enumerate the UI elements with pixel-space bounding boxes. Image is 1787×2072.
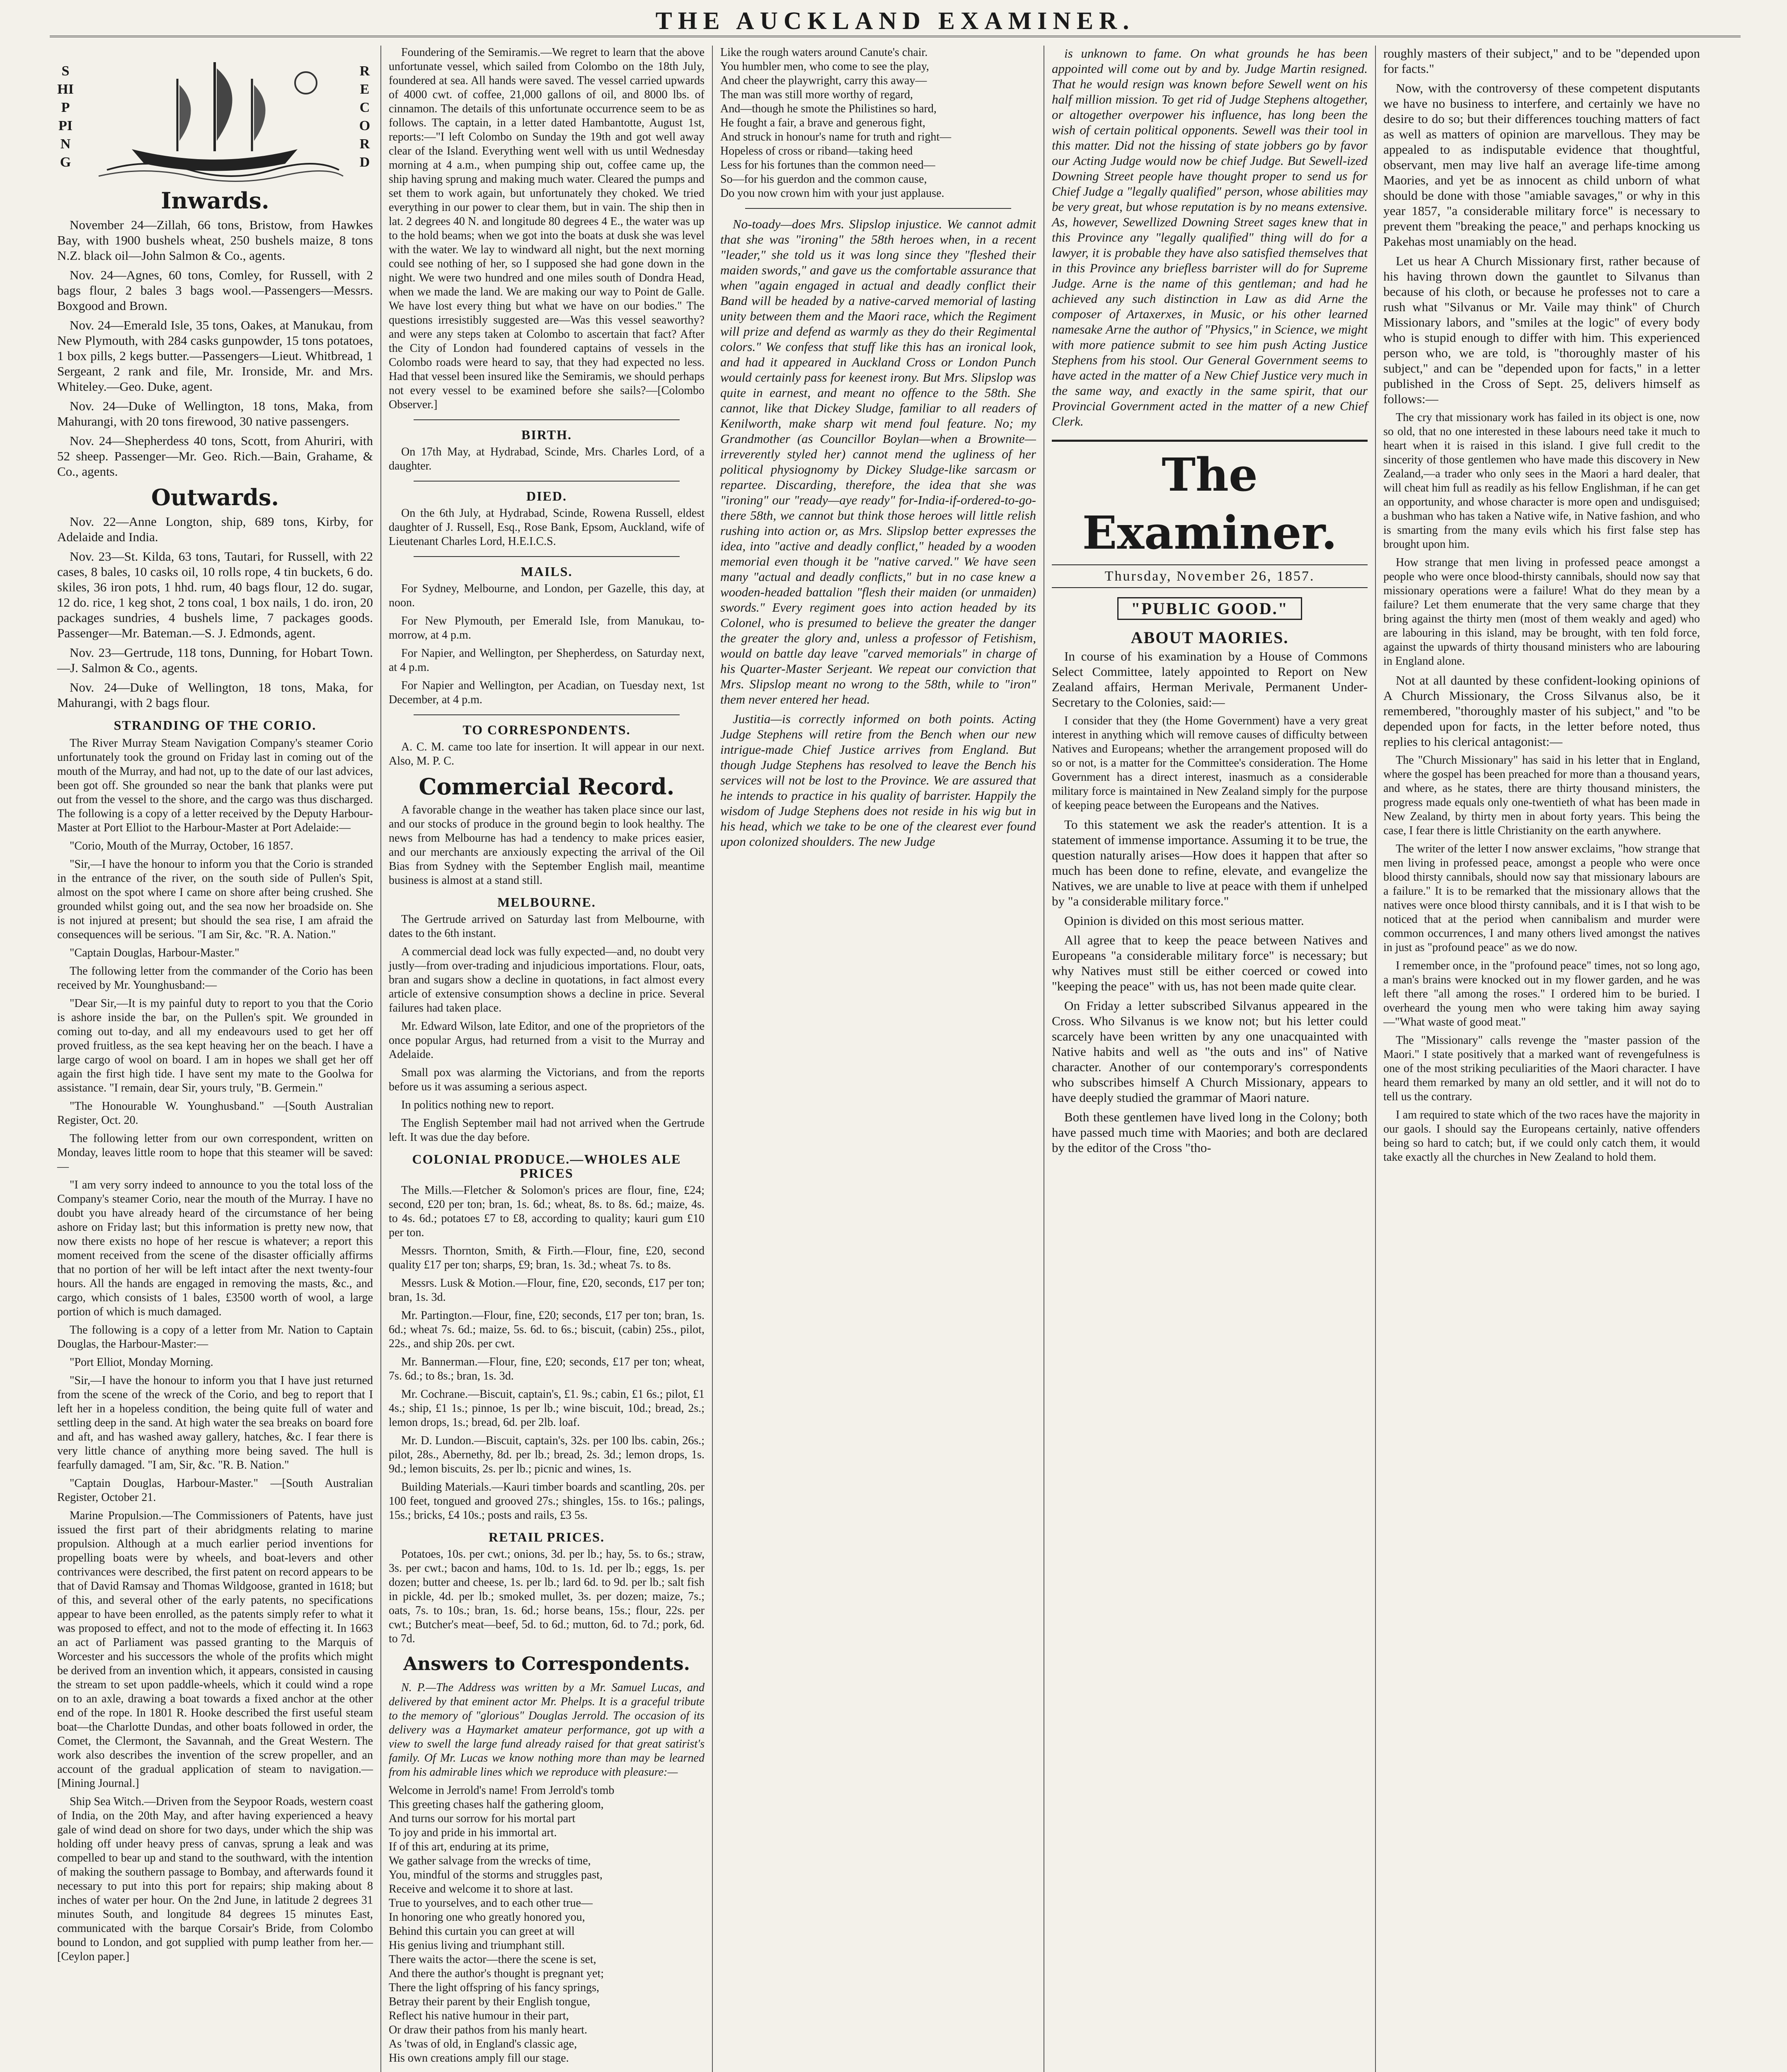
died-heading: DIED. — [526, 489, 567, 503]
outwards-list — [57, 514, 373, 710]
public-good-badge: "PUBLIC GOOD." — [1117, 597, 1302, 620]
newspaper-masthead: THE AUCKLAND EXAMINER. — [50, 7, 1741, 37]
price-item: The Mills.—Fletcher & Solomon's prices are flour, fine, £24; second, £20 per ton; bran, 1s. 6d.; wheat, 8s. to 8s. 6d.; maize, 4s. to 4s. 6d.; potatoes £7 to £8, according to quality; kauri gum £10 per ton. — [389, 1184, 705, 1239]
article-paragraph: The following is a copy of a letter from Mr. Nation to Captain Douglas, the Harbour-Master:— — [57, 1324, 373, 1351]
column-5 — [1376, 46, 1707, 2072]
column-1 — [50, 46, 381, 2072]
correspondents-heading: TO CORRESPONDENTS. — [462, 722, 631, 737]
record-side-label: RECORD — [359, 63, 370, 170]
list-item: Nov. 24—Shepherdess 40 tons, Scott, from Ahuriri, with 52 sheep. Passenger—Mr. Geo. Rich.—Bain, Grahame, & Co., agents. — [57, 433, 373, 479]
price-item: Mr. Bannerman.—Flour, fine, £20; seconds, £17 per ton; wheat, 7s. 6d.; to 8s.; bran, 1s. 3d. — [389, 1356, 705, 1382]
article-paragraph: The following letter from the commander of the Corio has been received by Mr. Younghusband:— — [57, 965, 373, 992]
answers-heading: Answers to Correspondents. — [403, 1653, 690, 1675]
retail-prices-heading: RETAIL PRICES. — [489, 1530, 605, 1544]
inwards-list — [57, 217, 373, 479]
list-item: Nov. 23—St. Kilda, 63 tons, Tautari, for Russell, with 22 cases, 8 bales, 10 casks oil, 10 rolls rope, 4 tin buckets, 6 do. skiles, 36 iron pots, 1 hhd. rum, 40 bags flour, 12 do. sugar, 12 do. rice, 1 keg shot, 2 tons coal, 1 box nails, 1 do. iron, 20 packages sundries, 4 bushels lime, 7 packages goods. Passenger—Mr. Bateman.—S. J. Edmonds, agent. — [57, 549, 373, 640]
correspondents-note: A. C. M. came too late for insertion. It will appear in our next. Also, M. P. C. — [389, 741, 705, 767]
quoted-paragraph: The "Missionary" calls revenge the "master passion of the Maori." I state positively that a marked want of revengefulness is one of the most striking peculiarities of the Maori character. I have heard them remarked by many an old settler, and it will not do to tell us the contrary. — [1383, 1034, 1700, 1103]
price-item: Messrs. Lusk & Motion.—Flour, fine, £20, seconds, £17 per ton; bran, 1s. 3d. — [389, 1277, 705, 1304]
quoted-paragraph: I consider that they (the Home Government) have a very great interest in anything which will remove causes of difficulty between Natives and Europeans; whether the arrangement proposed will do so or not, is a matter for the Committee's consideration. The Home Government has a direct interest, inasmuch as a considerable military force is maintained in New Zealand simply for the purpose of keeping peace between the Europeans and the Natives. — [1052, 714, 1368, 812]
justitia-paragraph: Justitia—is correctly informed on both points. Acting Judge Stephens will retire from the Bench when our new intrigue-made Chief Justice arrives from England. But though Judge Stephens has resolved to leave the Bench his services will not be lost to the Province. We are assured that he intends to practice in his quality of barrister. Happily the wisdom of Judge Stephens does not reside in his wig but in his head, which we take to be one of the clearest ever found upon colonized shoulders. The new Judge — [720, 712, 1036, 849]
examiner-title: The Examiner. — [1052, 440, 1368, 562]
article-paragraph: roughly masters of their subject," and to be "depended upon for facts." — [1383, 46, 1700, 76]
mail-item: For Napier and Wellington, per Acadian, on Tuesday next, 1st December, at 4 p.m. — [389, 679, 705, 706]
list-item: Nov. 24—Duke of Wellington, 18 tons, Maka, from Mahurangi, with 20 tons firewood, 30 native passengers. — [57, 399, 373, 428]
article-paragraph: Not at all daunted by these confident-looking opinions of A Church Missionary, the Cross Silvanus also, be it remembered, "thoroughly master of his subject," and "to be depended upon for facts, in the letter before noted, thus replies to his clerical antagonist:— — [1383, 673, 1700, 749]
article-paragraph: "Dear Sir,—It is my painful duty to report to you that the Corio is ashore inside the bar, on the Pullen's spit. We grounded in coming out to-day, and all my endeavours used to get her off proved fruitless, as the sea kept heaving her on the beach. I have a large cargo of wool on board. I am in hopes we shall get her off again the first high tide. I have sent my mate to the Goolwa for assistance. "I remain, dear Sir, yours truly, "B. Germein." — [57, 997, 373, 1094]
price-item: Mr. D. Lundon.—Biscuit, captain's, 32s. per 100 lbs. cabin, 26s.; pilot, 28s., Abernethy, 8d. per lb.; bread, 2s. 3d.; lemon drops, 1s. 9d.; lemon biscuits, 2s. per lb.; picnic and wines, 1s. — [389, 1434, 705, 1475]
column-4 — [1044, 46, 1376, 2072]
divider — [414, 714, 680, 715]
article-paragraph: The Gertrude arrived on Saturday last from Melbourne, with dates to the 6th instant. — [389, 913, 705, 940]
mails-heading: MAILS. — [521, 564, 573, 579]
birth-heading: BIRTH. — [521, 427, 572, 442]
no-toady-paragraph: No-toady—does Mrs. Slipslop injustice. We cannot admit that she was "ironing" the 58th heroes when, in a recent "leader," she told us it was long since they "fleshed their maiden swords," and gave us the comfortable assurance that when "again engaged in actual and deadly conflict their Band will be headed by a native-carved memorial of lasting unity between them and the Maori race, which the Regiment will prize and defend as warmly as they do their Regimental colors." We confess that stuff like this has an ironical look, and had it appeared in Auckland Cross or London Punch would certainly pass for keenest irony. But Mrs. Slipslop was quite in earnest, and meant no offence to the 58th. She cannot, like that Dickey Sludge, familiar to all readers of Kenilworth, make sharp wit mend foul feature. No; my Grandmother (as Councillor Boylan—when a Brownite—irreverently styled her) cannot mend the ugliness of her political physiognomy by Dickey Sludge-like sarcasm or repartee. Discarding, therefore, the idea that she was "ironing" our "ready—aye ready" for-India-if-ordered-to-go-there 58th, we cannot but think those heroes will little relish rushing into action or, as Mrs. Slipslop better expresses the idea, into "active and deadly conflict," headed by a wooden memorial even though it be "native carved." We have seen many "actual and deadly conflicts," but in no case knew a wooden-headed battalion "flesh their maiden (or unmaiden) swords." Every regiment goes into action headed by its Colonel, who is presumed to believe the greater the danger the greater the glory and, unless a professor of Fetishism, would on battle day leave "carved memorials" in charge of his Quarter-Master Serjeant. We repeat our conviction that Mrs. Slipslop meant no wrong to the 58th, while to "iron" them never entered her head. — [720, 217, 1036, 707]
issue-dateline: Thursday, November 26, 1857. — [1052, 564, 1368, 588]
article-paragraph: "Corio, Mouth of the Murray, October, 16 1857. — [70, 840, 293, 852]
sea-witch-paragraph: Ship Sea Witch.—Driven from the Seypoor Roads, western coast of India, on the 20th May, and after having experienced a heavy gale of wind dead on shore for two days, under which the ship was holding off under heavy press of canvas, sprung a leak and was compelled to bear up and stand to the southward, with the intention of making the southern passage to Bombay, and afterwards found it necessary to put into this port for repairs; ship making about 8 inches of water per hour. On the 2nd June, in latitude 2 degrees 31 minutes South, and longitude 84 degrees 15 minutes East, communicated with the barque Corsair's Bride, from Colombo bound to London, and got supplied with pump leather from her.—[Ceylon paper.] — [57, 1795, 373, 1963]
divider — [414, 481, 680, 482]
quoted-paragraph: I am required to state which of the two races have the majority in our gaols. I should say the Europeans certainly, native offenders being so hard to catch; but, if we could only catch them, it would take exactly all the churches in New Zealand to hold them. — [1383, 1109, 1700, 1164]
price-item: Mr. Partington.—Flour, fine, £20; seconds, £17 per ton; bran, 1s. 6d.; wheat 7s. 6d.; maize, 5s. 6d. to 6s.; biscuit, (cabin) 25s., pilot, 22s., and ship 20s. per cwt. — [389, 1309, 705, 1350]
quoted-paragraph: The writer of the letter I now answer exclaims, "how strange that men living in professed peace, amongst a people who were once blood thirsty cannibals, should now say that missionary labours are a failure." It is to be remarked that the missionary allows that the natives were once blood thirsty cannibals, and it is I that wish to be noticed that at the period when cannibalism and murder were common occurrences, I and many others lived amongst the natives in just as "profound peace" as we do now. — [1383, 842, 1700, 954]
article-paragraph: Let us hear A Church Missionary first, rather because of his having thrown down the gauntlet to Silvanus than because of his cloth, or because he professes not to care a rush what "Silvanus or Mr. Vaile may think" of Church Missionary labors, and "smiles at the logic" of every body who is stupid enough to differ with him. This experienced person who, we are told, is "thoroughly master of his subject," and can be "depended upon for facts," in a letter published in the Cross of Sept. 25, delivers himself as follows:— — [1383, 254, 1700, 406]
article-paragraph: To this statement we ask the reader's attention. It is a statement of immense importance. Assuming it to be true, the question naturally arises—How does it happen that after so much has been done to refine, elevate, and evangelize the Natives, we are unable to live at peace with them if unhelped by "a considerable military force." — [1052, 817, 1368, 908]
divider — [745, 208, 1011, 209]
mail-item: For Sydney, Melbourne, and London, per Gazelle, this day, at noon. — [389, 582, 705, 609]
retail-prices-paragraph: Potatoes, 10s. per cwt.; onions, 3d. per lb.; hay, 5s. to 6s.; straw, 3s. per cwt.; bacon and hams, 10d. to 1s. 1d. per lb.; eggs, 1s. per dozen; butter and cheese, 1s. per lb.; lard 6d. to 9d. per lb.; salt fish in pickle, 4d. per lb.; smoked mullet, 3s. per dozen; maize, 7s.; oats, 7s. to 10s.; bran, 1s. 6d.; horse beans, 15s.; flour, 22s. per cwt.; Butcher's meat—beef, 5d. to 6d.; mutton, 6d. to 7d.; pork, 6d. to 7d. — [389, 1548, 705, 1645]
article-paragraph: The River Murray Steam Navigation Company's steamer Corio unfortunately took the ground on Friday last in coming out of the mouth of the Murray, and had not, up to the date of our last advices, been got off. She grounded so near the bank that planks were put out from the vessel to the shore, and the cargo was thus discharged. The following is a copy of a letter received by the Deputy Harbour-Master at Port Elliot to the Harbour-Master at Port Adelaide:— — [57, 737, 373, 834]
commercial-record-heading: Commercial Record. — [419, 773, 675, 800]
article-paragraph: In politics nothing new to report. — [401, 1099, 554, 1111]
article-paragraph: "Port Elliot, Monday Morning. — [70, 1356, 213, 1369]
divider — [414, 556, 680, 557]
article-paragraph: All agree that to keep the peace between Natives and Europeans "a considerable military force" is necessary; but why Natives must still be either coerced or cowed into "keeping the peace" with us, has not been made quite clear. — [1052, 933, 1368, 993]
death-notice: On the 6th July, at Hydrabad, Scinde, Rowena Russell, eldest daughter of J. Russell, Esq., Rose Bank, Epsom, Auckland, wife of Lieutenant Charles Lord, H.E.I.C.S. — [389, 507, 705, 548]
list-item: Nov. 24—Agnes, 60 tons, Comley, for Russell, with 2 bags flour, 2 bales 3 bags wool.—Passengers—Messrs. Boxgood and Brown. — [57, 268, 373, 313]
price-item: Mr. Cochrane.—Biscuit, captain's, £1. 9s.; cabin, £1 6s.; pilot, £1 4s.; ship, £1 1s.; pinnoe, 1s per lb.; wine biscuit, 10d.; bread, 2s.; lemon drops, 1s.; bread, 6d. per 2lb. loaf. — [389, 1388, 705, 1429]
article-paragraph: Small pox was alarming the Victorians, and from the reports before us it was assuming a serious aspect. — [389, 1066, 705, 1093]
article-paragraph: Both these gentlemen have lived long in the Colony; both have passed much time with Maories; and both are declared by the editor of the Cross "tho- — [1052, 1110, 1368, 1155]
price-item: Messrs. Thornton, Smith, & Firth.—Flour, fine, £20, second quality £17 per ton; sharps, £9; bran, 1s. 3d.; wheat 7s. to 8s. — [389, 1244, 705, 1271]
article-paragraph: "Captain Douglas, Harbour-Master." —[South Australian Register, October 21. — [57, 1477, 373, 1504]
newspaper-page — [50, 46, 1741, 2072]
quoted-paragraph: How strange that men living in professed peace amongst a people who were once blood-thirsty cannibals, should now say that missionary operations were a failure! What do they mean by a failure? Let them enumerate that the very same charge that they bring against the thirty men (most of them weakly and aged) who are labouring in this island, may be brought, with ten fold force, against the upwards of thirty thousand ministers who are labouring in England alone. — [1383, 556, 1700, 668]
list-item: Nov. 24—Duke of Wellington, 18 tons, Maka, for Mahurangi, with 2 bags flour. — [57, 680, 373, 710]
article-paragraph: In course of his examination by a House of Commons Select Committee, lately appointed to Report on New Zealand affairs, Herman Merivale, Permanent Under-Secretary to the Colonies, said:— — [1052, 649, 1368, 709]
list-item: November 24—Zillah, 66 tons, Bristow, from Hawkes Bay, with 1900 bushels wheat, 250 bushels maize, 8 tons N.Z. black oil—John Salmon & Co., agents. — [57, 218, 373, 263]
article-paragraph: Now, with the controversy of these competent disputants we have no business to interfere, and certainly we have no desire to do so; but their differences touching matters of fact as well as matters of opinion are marvellous. They may be appealed to as indisputable evidence that thoughtful, observant, men may live half an average life-time among Maories, and yet be as innocent as child unborn of what should be done with those "amiable savages," or why in this year 1857, "a considerable military force" is necessary to prevent them "breaking the peace," and perhaps knocking us Pakehas most unamiably on the head. — [1383, 81, 1700, 249]
price-item: Building Materials.—Kauri timber boards and scantling, 20s. per 100 feet, tongued and grooved 27s.; shingles, 15s. to 16s.; palings, 15s.; bricks, £4 10s.; posts and rails, £3 5s. — [389, 1481, 705, 1522]
list-item: Nov. 23—Gertrude, 118 tons, Dunning, for Hobart Town.—J. Salmon & Co., agents. — [57, 645, 373, 675]
column-2 — [381, 46, 713, 2072]
marine-propulsion-paragraph: Marine Propulsion.—The Commissioners of Patents, have just issued the first part of their abridgments relating to marine propulsion. Although at a much earlier period inventions for propelling boats were by wheels, and boat-levers and other contrivances were described, the first patent on record appears to be that of David Ramsay and Thomas Wildgoose, granted in 1618; but of this, and several other of the early patents, no specifications appear to have been enrolled, as the patents simply refer to what it was proposed to effect, and not to the mode of effecting it. In 1663 an act of Parliament was passed granting to the Marquis of Worcester and his successors the whole of the profits which might be derived from an invention which, it appears, consisted in causing the stream to set upon paddle-wheels, which it could wind a rope on to an axle, drawing a boat towards a fixed anchor at the other end of the rope. In 1801 R. Hooke described the first useful steam boat—the Charlotte Dundas, and other boats followed in order, the Comet, the Clermont, the Savannah, and the Great Western. The work also describes the invention of the screw propeller, and an account of the gradual application of steam to navigation.—[Mining Journal.] — [57, 1509, 373, 1790]
quoted-paragraph: The cry that missionary work has failed in its object is one, now so old, that no one interested in these labours need take it much to heart when it is raised in this island. I give full credit to the sincerity of those gentlemen who have made this discovery in New Zealand,—a trader who only sees in the Maori a hard dealer, that will cheat him full as readily as his fellow Englishman, if he can get an opportunity, and whose character is more open and undisguised; a bushman who has taken a Native wife, in Native fashion, and who is smarting from the many evils which his first false step has brought upon him. — [1383, 411, 1700, 551]
article-paragraph: Mr. Edward Wilson, late Editor, and one of the proprietors of the once popular Argus, had returned from a visit to the Murray and Adelaide. — [389, 1020, 705, 1061]
poem: Welcome in Jerrold's name! From Jerrold's tomb This greeting chases half the gathering gloom, And turns our sorrow for his mortal part To joy and pride in his immortal art. If of this art, enduring at its prime, We gather salvage from the wrecks of time, You, mindful of the storms and struggles past, Receive and welcome it to shore at last. True to yourselves, and to each other true— In honoring one who greatly honored you, Behind this curtain you can greet at will His genius living and triumphant still. There waits the actor—there the scene is set, And there the author's thought is pregnant yet; There the light offspring of his fancy springs, Betray their parent by their English tongue, Reflect his native humour in their part, Or draw their pathos from his manly heart. As 'twas of old, in England's classic age, His own creations amply fill our stage. — [389, 1784, 615, 2065]
editorial-continuation: is unknown to fame. On what grounds he has been appointed will come out by and by. Judge Martin resigned. That he would resign was known before Sewell went on his half million mission. To get rid of Judge Stephens altogether, or altogether overpower his influence, has long been the wish of certain political opponents. Sewell was their tool in this matter. Did not the hissing of state jobbers go by favor our Acting Judge would now be chief Judge. But Sewell-ized Downing Street people have thought proper to send us for Chief Judge a "legally qualified" person, whose abilities may be very great, but whose reputation is by no means extensive. As, however, Sewellized Downing Street sages knew that in this Province any "legally qualified" thing will do for a lawyer, it is probable they have also satisfied themselves that in this Province any briefless barrister will do for Supreme Judge. Arne is the name of this gentleman; and had he achieved any such distinction in Law as did Arne the composer of Artaxerxes, in Music, or his other learned namesake Arne the author of "Physics," in Science, we might with more patience submit to see him push Acting Justice Stephens from his stool. Our General Government seems to have acted in the matter of a New Chief Justice very much in the same way, and exactly in the same spirit, that our Provincial Government acted in the matter of a new Chief Clerk. — [1052, 46, 1368, 428]
foundering-paragraph: Foundering of the Semiramis.—We regret to learn that the above unfortunate vessel, which sailed from Colombo on the 18th July, foundered at sea. All hands were saved. The vessel carried upwards of 4000 cwt. of coffee, 21,000 gallons of oil, and 8000 lbs. of cinnamon. The details of this unfortunate occurrence seem to be as follows. The captain, in a letter dated Hambantotte, August 1st, reports:—"I left Colombo on Sunday the 19th and got well away clear of the Island. Everything went well with us until Wednesday morning at 4 a.m., when pumping ship out, coffee came up, the ship having sprung and making much water. Cleared the pumps and set them to work again, but unfortunately they choked. We tried everything in our power to clear them, but in vain. The ship then in lat. 2 degrees 40 N. and longitude 80 degrees 4 E., the water was up to the hold beams; when we got into the boats at dusk she was level with the water. We lay to windward all night, but the next morning could see nothing of her, so I supposed she had gone down in the night. We were two hundred and one miles south of Dondra Head, when we made the land. We are making our way to Point de Galle. We have lost every thing but what we have on our bodies." The questions irresistibly suggested are—Was this vessel seaworthy? and were any steps taken at Colombo to ascertain that fact? After the City of London had foundered captains of vessels in the Colombo roads were heard to say, that they had expected no less. Had that vessel been insured like the Semiramis, we should perhaps not every vessel to be examined before she sails?—[Colombo Observer.] — [389, 46, 705, 411]
answers-paragraph: N. P.—The Address was written by a Mr. Samuel Lucas, and delivered by that eminent actor Mr. Phelps. It is a graceful tribute to the memory of "glorious" Douglas Jerrold. The occasion of its delivery was a Haymarket amateur performance, got up with a view to swell the large fund already raised for that great satirist's family. Of Mr. Lucas we know nothing more than may be learned from his admirable lines which we reproduce with pleasure:— — [389, 1681, 705, 1779]
article-paragraph: The English September mail had not arrived when the Gertrude left. It was due the day before. — [389, 1117, 705, 1144]
article-paragraph: Opinion is divided on this most serious matter. — [1064, 913, 1304, 928]
corio-heading: STRANDING OF THE CORIO. — [114, 718, 317, 733]
article-paragraph: The following letter from our own correspondent, written on Monday, leaves little room to hope that this steamer will be saved:— — [57, 1132, 373, 1173]
commercial-paragraph: A favorable change in the weather has taken place since our last, and our stocks of produce in the ground begin to look healthy. The news from Melbourne has had a tendency to make prices easier, and our merchants are anxiously expecting the arrival of the Oil Bias from Sydney with the September English mail, meantime business is almost at a stand still. — [389, 804, 705, 887]
quoted-paragraph: The "Church Missionary" has said in his letter that in England, where the gospel has been preached for more than a thousand years, and where, as he states, there are thirty thousand ministers, the progress made equals only one-twentieth of what has been made in New Zealand, by thirty men in about forty years. This being the case, I fear there is little Christianity on the earth anywhere. — [1383, 754, 1700, 837]
mail-item: For Napier, and Wellington, per Shepherdess, on Saturday next, at 4 p.m. — [389, 647, 705, 674]
sailing-ship-icon — [82, 46, 347, 182]
article-paragraph: "Sir,—I have the honour to inform you that I have just returned from the scene of the wreck of the Corio, and beg to report that I left her in a hopeless condition, the being quite full of water and settling deep in the sand. At high water the sea breaks on board fore and aft, and has washed away gallery, hatches, &c. I fear there is very little chance of anything more being saved. The hull is fearfully damaged. "I am, Sir, &c. "R. B. Nation." — [57, 1374, 373, 1472]
melbourne-heading: MELBOURNE. — [497, 895, 596, 910]
list-item: Nov. 24—Emerald Isle, 35 tons, Oakes, at Manukau, from New Plymouth, with 284 casks gunpowder, 15 tons potatoes, 1 box pills, 2 kegs butter.—Passengers—Lieut. Whitbread, 1 Sergeant, 2 rank and file, Mr. Ironside, Mr. and Mrs. Whiteley.—Geo. Duke, agent. — [57, 318, 373, 394]
shipping-record-illustration — [57, 46, 373, 182]
colonial-produce-heading: COLONIAL PRODUCE.—WHOLES ALE PRICES — [412, 1152, 681, 1181]
article-paragraph: "I am very sorry indeed to announce to you the total loss of the Company's steamer Corio, near the mouth of the Murray. I have no doubt you have already heard of the circumstance of her being ashore on Friday last; but this information is pretty new now, that now there exists no hope of her rescue is whatever; a report this moment received from the scene of the disaster officially affirms that no portion of her will be left intact after the next twenty-four hours. All the hands are engaged in removing the masts, &c., and cargo, which consists of 1 bales, £3500 worth of wool, a large portion of which is much damaged. — [57, 1179, 373, 1318]
outwards-heading: Outwards. — [151, 484, 279, 511]
birth-notice: On 17th May, at Hydrabad, Scinde, Mrs. Charles Lord, of a daughter. — [389, 445, 705, 472]
mail-item: For New Plymouth, per Emerald Isle, from Manukau, to-morrow, at 4 p.m. — [389, 615, 705, 641]
list-item: Nov. 22—Anne Longton, ship, 689 tons, Kirby, for Adelaide and India. — [57, 514, 373, 544]
column-3 — [713, 46, 1044, 2072]
article-paragraph: "The Honourable W. Younghusband." —[South Australian Register, Oct. 20. — [57, 1100, 373, 1127]
shipping-side-label: SHIPPING — [57, 63, 74, 170]
about-maories-heading: ABOUT MAORIES. — [1131, 628, 1289, 647]
article-paragraph: On Friday a letter subscribed Silvanus appeared in the Cross. Who Silvanus is we know not; but his letter could scarcely have been written by any one unacquainted with Native habits and well as "the outs and ins" of Native character. Another of our contemporary's correspondents who subscribes himself A Church Missionary, appears to have deeply studied the grammar of Maori nature. — [1052, 998, 1368, 1105]
poem-continuation: Like the rough waters around Canute's chair. You humbler men, who come to see the play, And cheer the playwright, carry this away— The man was still more worthy of regard, And—though he smote the Philistines so hard, He fought a fair, a brave and generous fight, And struck in honour's name for truth and right— Hopeless of cross or riband—taking heed Less for his fortunes than the common need— So—for his guerdon and the common cause, Do you now crown him with your just applause. — [720, 46, 952, 200]
corio-article — [57, 736, 373, 1964]
article-paragraph: "Captain Douglas, Harbour-Master." — [70, 946, 240, 959]
quoted-paragraph: I remember once, in the "profound peace" times, not so long ago, a man's brains were knocked out in my flower garden, and he was left there "all among the roses." I ordered him to be buried. I overheard the young men who were taking him away saying—"What waste of good meat." — [1383, 959, 1700, 1029]
inwards-heading: Inwards. — [161, 187, 269, 214]
divider — [414, 419, 680, 420]
article-paragraph: "Sir,—I have the honour to inform you that the Corio is stranded in the entrance of the river, on the south side of Pullen's Spit, almost on the spot where I came on shore after being crushed. She grounded whilst going out, and the sea now her broadside on. She is not injured at present; but should the sea rise, I am afraid the consequences will be serious. "I am Sir, &c. "R. A. Nation." — [57, 858, 373, 941]
article-paragraph: A commercial dead lock was fully expected—and, no doubt very justly—from over-trading and injudicious importations. Flour, oats, bran and sugars show a decline in quotations, in fact almost every article of extensive consumption shows a decline in price. Several failures had taken place. — [389, 945, 705, 1014]
